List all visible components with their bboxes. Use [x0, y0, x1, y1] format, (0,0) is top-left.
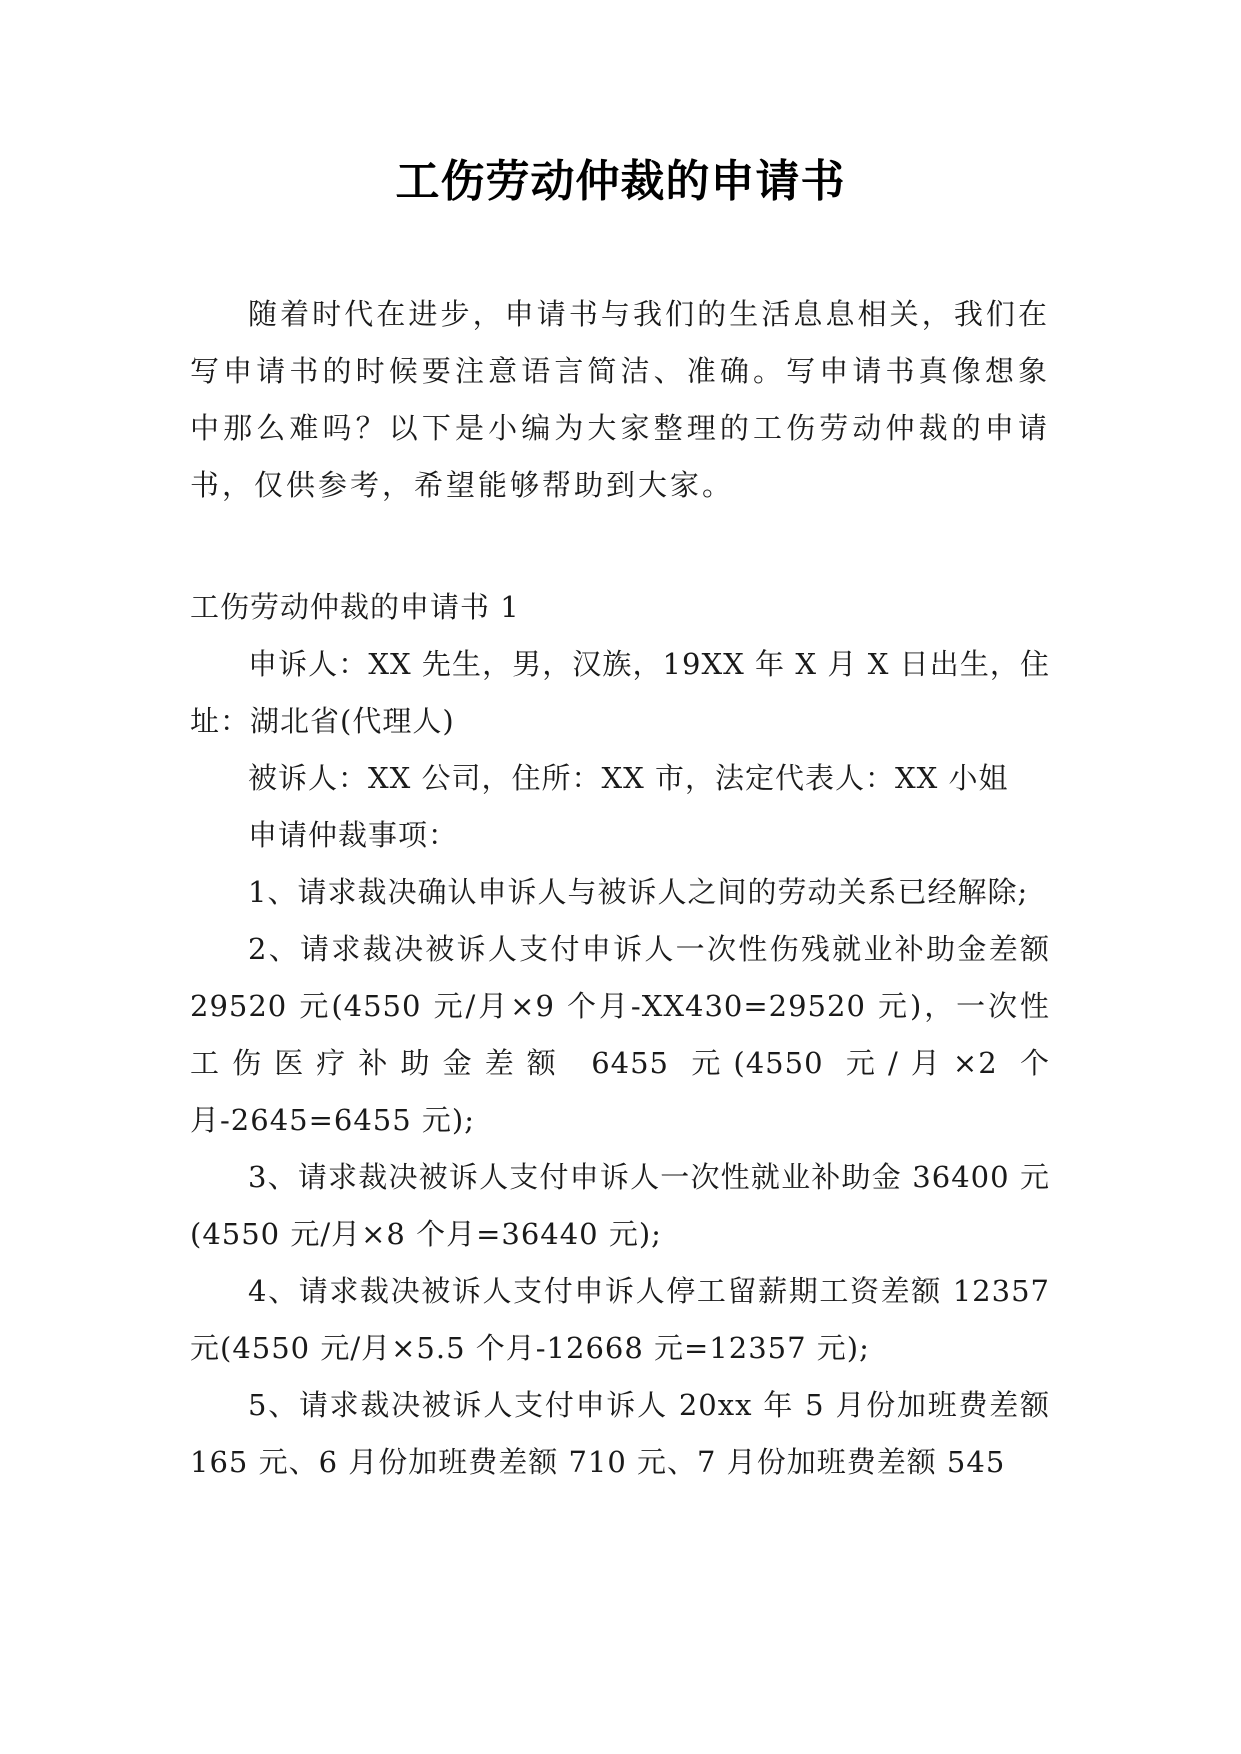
section-heading: 工伤劳动仲裁的申请书 1: [190, 590, 520, 624]
paragraph-claim-2: 2、请求裁决被诉人支付申诉人一次性伤残就业补助金差额 29520 元(4550 元/月×9 个月-XX430=29520 元)，一次性工伤医疗补助金差额 6455 元(4550 元/月×2 个月-2645=6455 元);: [190, 932, 1050, 1137]
intro-block: [190, 286, 1050, 514]
document-title: 工伤劳动仲裁的申请书: [395, 156, 846, 207]
paragraph-claim-3: 3、请求裁决被诉人支付申诉人一次性就业补助金 36400 元(4550 元/月×8 个月=36440 元);: [190, 1160, 1050, 1251]
content-block: [190, 579, 1050, 1491]
paragraph-applicant: 申诉人：XX 先生，男，汉族，19XX 年 X 月 X 日出生，住址：湖北省(代理人): [190, 647, 1050, 738]
paragraph-claims-heading: 申请仲裁事项：: [248, 818, 459, 852]
paragraph-respondent: 被诉人：XX 公司，住所：XX 市，法定代表人：XX 小姐: [248, 761, 1009, 795]
paragraph-claim-4: 4、请求裁决被诉人支付申诉人停工留薪期工资差额 12357 元(4550 元/月×5.5 个月-12668 元=12357 元);: [190, 1274, 1050, 1365]
paragraph-claim-1: 1、请求裁决确认申诉人与被诉人之间的劳动关系已经解除;: [248, 875, 1029, 909]
paragraph-claim-5: 5、请求裁决被诉人支付申诉人 20xx 年 5 月份加班费差额 165 元、6 月份加班费差额 710 元、7 月份加班费差额 545: [190, 1388, 1050, 1479]
intro-paragraph: 随着时代在进步，申请书与我们的生活息息相关，我们在写申请书的时候要注意语言简洁、准确。写申请书真像想象中那么难吗？以下是小编为大家整理的工伤劳动仲裁的申请书，仅供参考，希望能够帮助到大家。: [190, 297, 1050, 502]
